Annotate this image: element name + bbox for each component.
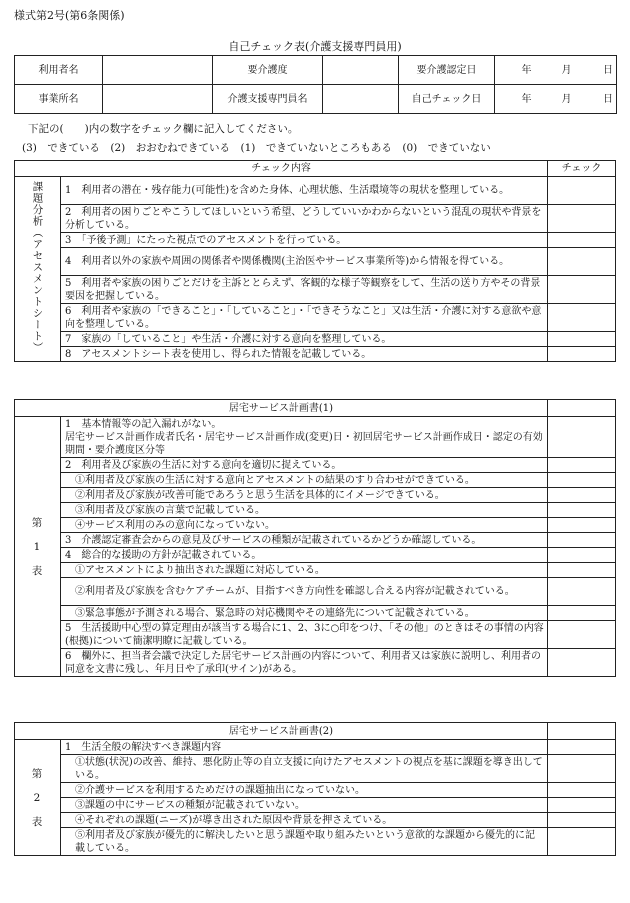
check-subitem: ③課題の中にサービスの種類が記載されていない。 xyxy=(61,798,548,813)
check-cell[interactable] xyxy=(548,828,616,856)
check-cell[interactable] xyxy=(548,205,616,233)
check-cell[interactable] xyxy=(548,783,616,798)
check-cell[interactable] xyxy=(548,548,616,563)
column-header-check: チェック xyxy=(548,161,616,177)
assessment-table xyxy=(14,160,616,362)
check-cell[interactable] xyxy=(548,276,616,304)
check-cell[interactable] xyxy=(548,578,616,606)
check-cell[interactable] xyxy=(548,798,616,813)
check-cell[interactable] xyxy=(548,347,616,362)
label-certification-date: 要介護認定日 xyxy=(399,56,495,85)
instruction-text: 下記の( )内の数字をチェック欄に記入してください。 xyxy=(28,123,299,135)
day-label: 日 xyxy=(575,85,617,114)
header-table xyxy=(14,55,617,114)
section-label: 第 1 表 xyxy=(15,417,61,677)
check-item: 2 利用者の困りごとやこうしてほしいという希望、どうしていいかわからないという混乱の現状や背景を分析している。 xyxy=(61,205,548,233)
check-cell[interactable] xyxy=(548,518,616,533)
check-subitem: ③緊急事態が予測される場合、緊急時の対応機関やその連絡先について記載されている。 xyxy=(61,606,548,621)
check-item: 6 利用者や家族の「できること」・「していること」・「できそうなこと」又は生活・介護に対する意欲や意向を整理している。 xyxy=(61,304,548,332)
column-header-content: チェック内容 xyxy=(15,161,548,177)
check-item: 3 介護認定審査会からの意見及びサービスの種類が記載されているかどうか確認している。 xyxy=(61,533,548,548)
check-item: 6 欄外に、担当者会議で決定した居宅サービス計画の内容について、利用者又は家族に説明し、利用者の同意を文書に残し、年月日や了承印(サイン)がある。 xyxy=(61,649,548,677)
field-care-level[interactable] xyxy=(323,56,399,85)
check-cell[interactable] xyxy=(548,621,616,649)
label-office-name: 事業所名 xyxy=(15,85,103,114)
check-item: 3 「予後予測」にたった視点でのアセスメントを行っている。 xyxy=(61,233,548,248)
check-subitem: ②利用者及び家族が改善可能であろうと思う生活を具体的にイメージできている。 xyxy=(61,488,548,503)
section-label-assessment: 課題分析（アセスメントシート） xyxy=(15,177,61,362)
check-cell[interactable] xyxy=(548,458,616,473)
check-cell[interactable] xyxy=(548,417,616,458)
check-cell[interactable] xyxy=(548,304,616,332)
check-item: 8 アセスメントシート表を使用し、得られた情報を記載している。 xyxy=(61,347,548,362)
section-label: 第 2 表 xyxy=(15,740,61,856)
check-item: 1 生活全般の解決すべき課題内容 xyxy=(61,740,548,755)
check-cell[interactable] xyxy=(548,177,616,205)
check-cell[interactable] xyxy=(548,248,616,276)
field-user-name[interactable] xyxy=(103,56,213,85)
care-plan-1-table xyxy=(14,399,616,677)
empty-header xyxy=(548,723,616,740)
check-subitem: ②利用者及び家族を含むケアチームが、目指すべき方向性を確認し合える内容が記載されている。 xyxy=(61,578,548,606)
form-id: 様式第2号(第6条関係) xyxy=(14,9,125,22)
check-cell[interactable] xyxy=(548,503,616,518)
check-subitem: ①アセスメントにより抽出された課題に対応している。 xyxy=(61,563,548,578)
check-item: 5 生活援助中心型の算定理由が該当する場合に1、2、3に○印をつけ、「その他」のときはその事情の内容(根拠)について簡潔明瞭に記載している。 xyxy=(61,621,548,649)
section-title: 居宅サービス計画書(1) xyxy=(15,400,548,417)
year-label: 年 xyxy=(495,56,535,85)
label-care-manager-name: 介護支援専門員名 xyxy=(213,85,323,114)
check-item: 5 利用者や家族の困りごとだけを主訴ととらえず、客観的な様子等観察をして、生活の送り方やその背景要因を把握している。 xyxy=(61,276,548,304)
label-care-level: 要介護度 xyxy=(213,56,323,85)
check-subitem: ②介護サービスを利用するためだけの課題抽出になっていない。 xyxy=(61,783,548,798)
section-title: 居宅サービス計画書(2) xyxy=(15,723,548,740)
check-cell[interactable] xyxy=(548,649,616,677)
check-cell[interactable] xyxy=(548,606,616,621)
check-cell[interactable] xyxy=(548,533,616,548)
year-label: 年 xyxy=(495,85,535,114)
check-subitem: ④それぞれの課題(ニーズ)が導き出された原因や背景を押さえている。 xyxy=(61,813,548,828)
score-legend: (3) できている (2) おおむねできている (1) できていないところもある (0) できていない xyxy=(22,142,491,154)
care-plan-2-table xyxy=(14,722,616,856)
label-user-name: 利用者名 xyxy=(15,56,103,85)
check-cell[interactable] xyxy=(548,755,616,783)
check-cell[interactable] xyxy=(548,332,616,347)
month-label: 月 xyxy=(535,85,575,114)
month-label: 月 xyxy=(535,56,575,85)
check-cell[interactable] xyxy=(548,563,616,578)
check-cell[interactable] xyxy=(548,473,616,488)
check-subitem: ⑤利用者及び家族が優先的に解決したいと思う課題や取り組みたいという意欲的な課題から優先的に記載している。 xyxy=(61,828,548,856)
day-label: 日 xyxy=(575,56,617,85)
check-subitem: ①利用者及び家族の生活に対する意向とアセスメントの結果のすり合わせができている。 xyxy=(61,473,548,488)
check-cell[interactable] xyxy=(548,488,616,503)
check-item: 7 家族の「していること」や生活・介護に対する意向を整理している。 xyxy=(61,332,548,347)
label-self-check-date: 自己チェック日 xyxy=(399,85,495,114)
check-cell[interactable] xyxy=(548,740,616,755)
check-cell[interactable] xyxy=(548,813,616,828)
field-office-name[interactable] xyxy=(103,85,213,114)
check-item: 1 利用者の潜在・残存能力(可能性)を含めた身体、心理状態、生活環境等の現状を整理している。 xyxy=(61,177,548,205)
check-item: 1 基本情報等の記入漏れがない。 居宅サービス計画作成者氏名・居宅サービス計画作成(変更)日・初回居宅サービス計画作成日・認定の有効期間・要介護度区分等 xyxy=(61,417,548,458)
check-cell[interactable] xyxy=(548,233,616,248)
check-subitem: ③利用者及び家族の言葉で記載している。 xyxy=(61,503,548,518)
check-item: 4 利用者以外の家族や周囲の関係者や関係機関(主治医やサービス事業所等)から情報を得ている。 xyxy=(61,248,548,276)
empty-header xyxy=(548,400,616,417)
check-subitem: ④サービス利用のみの意向になっていない。 xyxy=(61,518,548,533)
field-care-manager-name[interactable] xyxy=(323,85,399,114)
check-item: 2 利用者及び家族の生活に対する意向を適切に捉えている。 xyxy=(61,458,548,473)
page-title: 自己チェック表(介護支援専門員用) xyxy=(228,40,402,53)
check-subitem: ①状態(状況)の改善、維持、悪化防止等の自立支援に向けたアセスメントの視点を基に課題を導き出している。 xyxy=(61,755,548,783)
check-item: 4 総合的な援助の方針が記載されている。 xyxy=(61,548,548,563)
